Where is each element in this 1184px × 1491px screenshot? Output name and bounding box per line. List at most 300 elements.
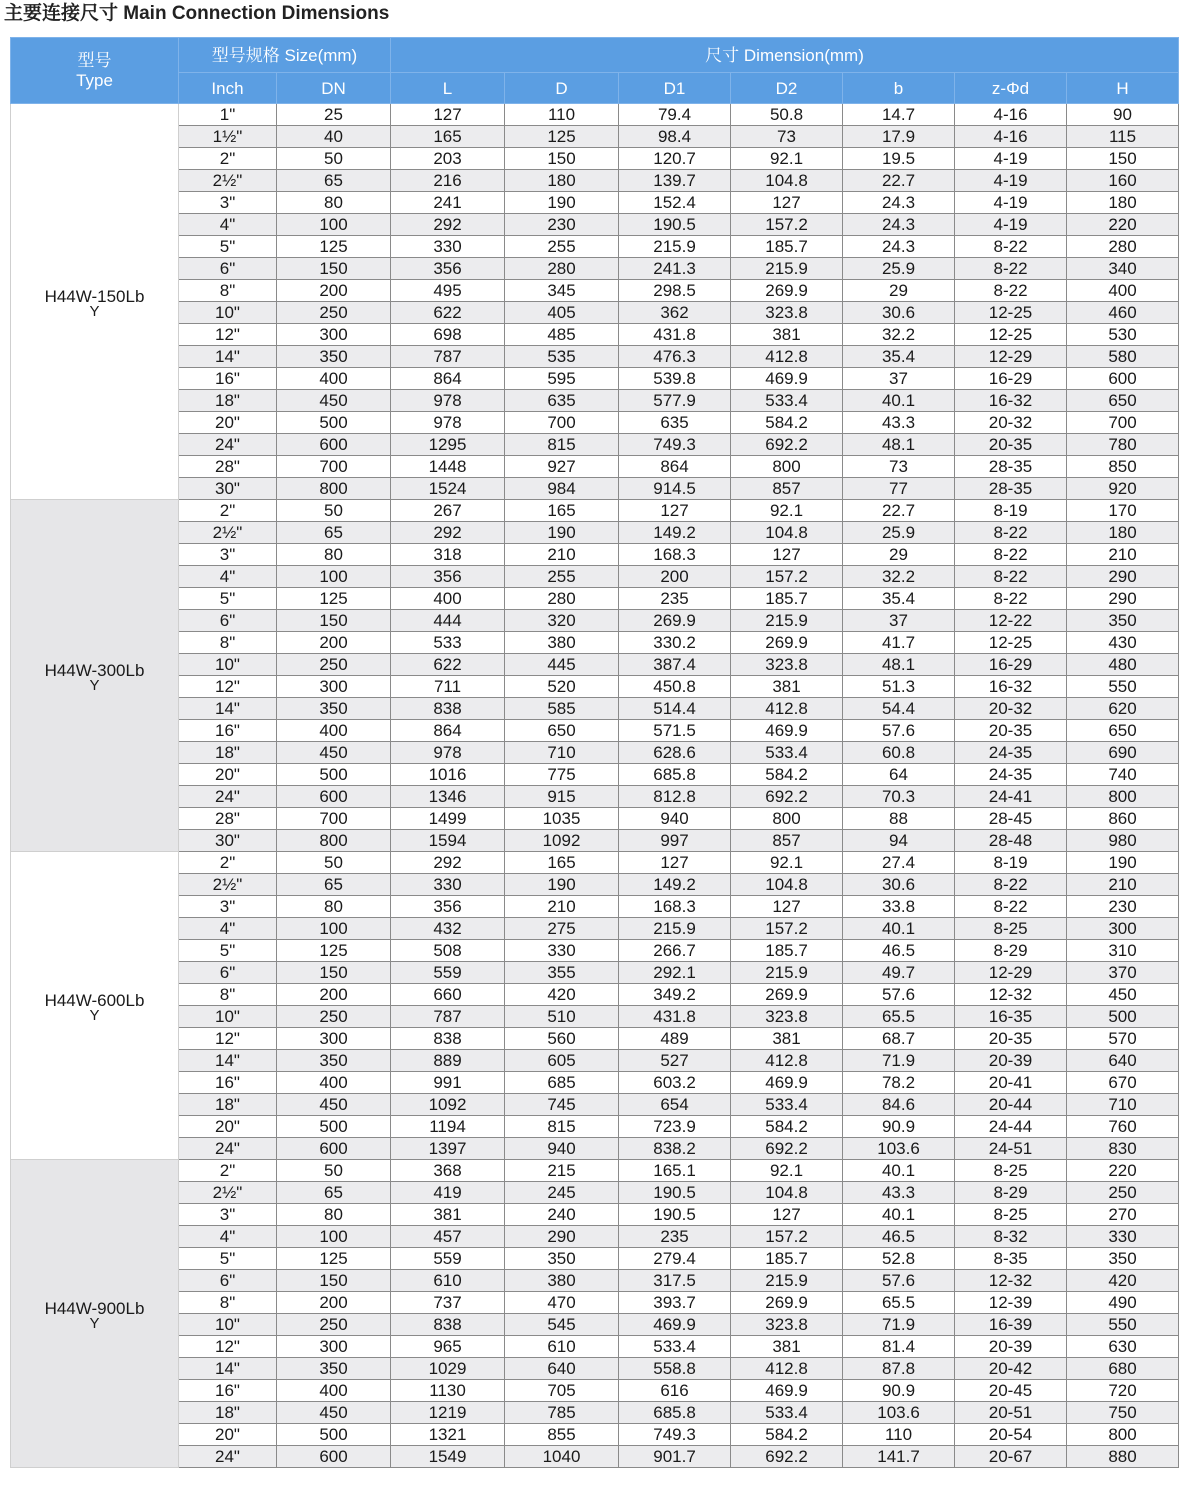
table-cell: 420 bbox=[1067, 1270, 1179, 1292]
type-header-cn: 型号 bbox=[77, 50, 112, 70]
table-cell: 450 bbox=[277, 1402, 391, 1424]
table-row bbox=[11, 786, 1179, 808]
table-row bbox=[11, 544, 1179, 566]
table-cell: 43.3 bbox=[843, 412, 955, 434]
table-cell: 1" bbox=[179, 104, 277, 126]
table-cell: 8" bbox=[179, 632, 277, 654]
table-cell: 584.2 bbox=[731, 412, 843, 434]
table-cell: 41.7 bbox=[843, 632, 955, 654]
table-cell: 90 bbox=[1067, 104, 1179, 126]
table-cell: 30.6 bbox=[843, 874, 955, 896]
table-cell: 469.9 bbox=[619, 1314, 731, 1336]
table-cell: 84.6 bbox=[843, 1094, 955, 1116]
table-cell: 200 bbox=[619, 566, 731, 588]
table-cell: 4-19 bbox=[955, 214, 1067, 236]
table-cell: 24" bbox=[179, 434, 277, 456]
table-cell: 12" bbox=[179, 676, 277, 698]
table-row bbox=[11, 698, 1179, 720]
table-row bbox=[11, 148, 1179, 170]
table-cell: 400 bbox=[391, 588, 505, 610]
table-group bbox=[11, 104, 1179, 500]
table-cell: 584.2 bbox=[731, 764, 843, 786]
table-cell: 1346 bbox=[391, 786, 505, 808]
table-cell: 165 bbox=[505, 852, 619, 874]
table-cell: 37 bbox=[843, 610, 955, 632]
table-cell: 94 bbox=[843, 830, 955, 852]
table-cell: 235 bbox=[619, 588, 731, 610]
table-row bbox=[11, 720, 1179, 742]
table-cell: 14.7 bbox=[843, 104, 955, 126]
table-cell: 470 bbox=[505, 1292, 619, 1314]
table-cell: 157.2 bbox=[731, 566, 843, 588]
table-cell: 4" bbox=[179, 566, 277, 588]
table-row bbox=[11, 346, 1179, 368]
table-cell: 4-19 bbox=[955, 148, 1067, 170]
table-cell: 12-39 bbox=[955, 1292, 1067, 1314]
table-cell: 203 bbox=[391, 148, 505, 170]
table-cell: 28-35 bbox=[955, 478, 1067, 500]
table-cell: 24.3 bbox=[843, 214, 955, 236]
table-cell: 20-39 bbox=[955, 1050, 1067, 1072]
table-cell: 290 bbox=[505, 1226, 619, 1248]
column-header-inch: Inch bbox=[179, 73, 277, 104]
dimensions-table bbox=[10, 37, 1179, 1468]
table-cell: 12-29 bbox=[955, 962, 1067, 984]
table-cell: 320 bbox=[505, 610, 619, 632]
table-cell: 165 bbox=[505, 500, 619, 522]
table-cell: 215.9 bbox=[731, 258, 843, 280]
table-cell: 620 bbox=[1067, 698, 1179, 720]
table-cell: 24-35 bbox=[955, 764, 1067, 786]
table-cell: 533.4 bbox=[731, 390, 843, 412]
table-cell: 152.4 bbox=[619, 192, 731, 214]
table-header bbox=[11, 38, 1179, 104]
table-row bbox=[11, 500, 1179, 522]
table-cell: 500 bbox=[277, 764, 391, 786]
table-row bbox=[11, 214, 1179, 236]
table-cell: 80 bbox=[277, 1204, 391, 1226]
table-cell: 200 bbox=[277, 984, 391, 1006]
table-cell: 290 bbox=[1067, 588, 1179, 610]
column-header-d1: D1 bbox=[619, 73, 731, 104]
table-cell: 533 bbox=[391, 632, 505, 654]
table-cell: 141.7 bbox=[843, 1446, 955, 1468]
table-cell: 680 bbox=[1067, 1358, 1179, 1380]
type-column-header bbox=[11, 38, 179, 104]
table-cell: 1524 bbox=[391, 478, 505, 500]
table-cell: 317.5 bbox=[619, 1270, 731, 1292]
dimension-group-header: 尺寸 Dimension(mm) bbox=[391, 38, 1179, 73]
table-cell: 570 bbox=[1067, 1028, 1179, 1050]
table-cell: 700 bbox=[277, 808, 391, 830]
table-cell: 98.4 bbox=[619, 126, 731, 148]
size-group-header: 型号规格 Size(mm) bbox=[179, 38, 391, 73]
table-cell: 165.1 bbox=[619, 1160, 731, 1182]
table-cell: 550 bbox=[1067, 676, 1179, 698]
table-cell: 104.8 bbox=[731, 170, 843, 192]
table-cell: 2½" bbox=[179, 522, 277, 544]
type-label: H44W-150Lb bbox=[44, 286, 145, 306]
table-cell: 103.6 bbox=[843, 1402, 955, 1424]
table-cell: 800 bbox=[277, 478, 391, 500]
table-cell: 539.8 bbox=[619, 368, 731, 390]
table-cell: 444 bbox=[391, 610, 505, 632]
table-cell: 650 bbox=[505, 720, 619, 742]
table-cell: 1321 bbox=[391, 1424, 505, 1446]
table-cell: 622 bbox=[391, 302, 505, 324]
table-cell: 18" bbox=[179, 742, 277, 764]
table-cell: 400 bbox=[277, 720, 391, 742]
table-cell: 400 bbox=[1067, 280, 1179, 302]
table-cell: 65 bbox=[277, 874, 391, 896]
table-cell: 16-29 bbox=[955, 368, 1067, 390]
table-cell: 20-44 bbox=[955, 1094, 1067, 1116]
table-cell: 245 bbox=[505, 1182, 619, 1204]
table-cell: 815 bbox=[505, 434, 619, 456]
table-cell: 180 bbox=[1067, 522, 1179, 544]
table-cell: 20-42 bbox=[955, 1358, 1067, 1380]
table-cell: 749.3 bbox=[619, 1424, 731, 1446]
table-group bbox=[11, 852, 1179, 1160]
table-cell: 800 bbox=[731, 456, 843, 478]
table-cell: 864 bbox=[391, 368, 505, 390]
table-cell: 8-22 bbox=[955, 874, 1067, 896]
table-cell: 10" bbox=[179, 654, 277, 676]
table-cell: 690 bbox=[1067, 742, 1179, 764]
table-cell: 100 bbox=[277, 1226, 391, 1248]
table-cell: 330 bbox=[391, 874, 505, 896]
table-cell: 800 bbox=[731, 808, 843, 830]
table-cell: 25.9 bbox=[843, 522, 955, 544]
table-row bbox=[11, 478, 1179, 500]
table-cell: 10" bbox=[179, 302, 277, 324]
table-cell: 323.8 bbox=[731, 302, 843, 324]
table-cell: 250 bbox=[277, 302, 391, 324]
table-group bbox=[11, 500, 1179, 852]
table-cell: 80 bbox=[277, 544, 391, 566]
table-cell: 27.4 bbox=[843, 852, 955, 874]
table-row bbox=[11, 258, 1179, 280]
table-cell: 30" bbox=[179, 478, 277, 500]
table-cell: 965 bbox=[391, 1336, 505, 1358]
type-header-en: Type bbox=[76, 70, 113, 90]
table-cell: 940 bbox=[619, 808, 731, 830]
table-cell: 495 bbox=[391, 280, 505, 302]
table-cell: 4-19 bbox=[955, 192, 1067, 214]
table-cell: 356 bbox=[391, 258, 505, 280]
table-cell: 28-45 bbox=[955, 808, 1067, 830]
table-cell: 16" bbox=[179, 1380, 277, 1402]
table-cell: 430 bbox=[1067, 632, 1179, 654]
table-cell: 749.3 bbox=[619, 434, 731, 456]
table-cell: 20" bbox=[179, 412, 277, 434]
table-cell: 405 bbox=[505, 302, 619, 324]
table-row bbox=[11, 280, 1179, 302]
table-row bbox=[11, 632, 1179, 654]
table-cell: 220 bbox=[1067, 214, 1179, 236]
table-cell: 57.6 bbox=[843, 984, 955, 1006]
table-cell: 35.4 bbox=[843, 588, 955, 610]
table-cell: 330 bbox=[1067, 1226, 1179, 1248]
table-cell: 215 bbox=[505, 1160, 619, 1182]
table-cell: 1594 bbox=[391, 830, 505, 852]
table-cell: 380 bbox=[505, 632, 619, 654]
table-row bbox=[11, 434, 1179, 456]
table-cell: 12-25 bbox=[955, 302, 1067, 324]
table-cell: 431.8 bbox=[619, 1006, 731, 1028]
table-cell: 323.8 bbox=[731, 1314, 843, 1336]
table-cell: 838 bbox=[391, 1028, 505, 1050]
table-cell: 12-32 bbox=[955, 984, 1067, 1006]
table-cell: 362 bbox=[619, 302, 731, 324]
table-cell: 5" bbox=[179, 940, 277, 962]
table-cell: 737 bbox=[391, 1292, 505, 1314]
table-cell: 2½" bbox=[179, 1182, 277, 1204]
table-cell: 710 bbox=[1067, 1094, 1179, 1116]
table-cell: 780 bbox=[1067, 434, 1179, 456]
table-cell: 12-25 bbox=[955, 324, 1067, 346]
table-cell: 8" bbox=[179, 984, 277, 1006]
table-cell: 914.5 bbox=[619, 478, 731, 500]
table-cell: 559 bbox=[391, 962, 505, 984]
table-row bbox=[11, 610, 1179, 632]
table-cell: 300 bbox=[277, 324, 391, 346]
table-row bbox=[11, 1248, 1179, 1270]
table-cell: 6" bbox=[179, 962, 277, 984]
table-row bbox=[11, 1402, 1179, 1424]
table-cell: 610 bbox=[505, 1336, 619, 1358]
type-sub-label: Y bbox=[89, 1006, 100, 1024]
table-cell: 857 bbox=[731, 830, 843, 852]
table-row bbox=[11, 1424, 1179, 1446]
table-cell: 115 bbox=[1067, 126, 1179, 148]
table-cell: 800 bbox=[1067, 1424, 1179, 1446]
type-label: H44W-600Lb bbox=[44, 990, 145, 1010]
table-cell: 745 bbox=[505, 1094, 619, 1116]
table-cell: 8-22 bbox=[955, 544, 1067, 566]
table-cell: 2" bbox=[179, 148, 277, 170]
table-group bbox=[11, 1160, 1179, 1468]
table-cell: 12" bbox=[179, 324, 277, 346]
table-cell: 241 bbox=[391, 192, 505, 214]
table-row bbox=[11, 1072, 1179, 1094]
table-cell: 20" bbox=[179, 1116, 277, 1138]
table-cell: 250 bbox=[277, 1006, 391, 1028]
table-cell: 20-35 bbox=[955, 434, 1067, 456]
table-cell: 710 bbox=[505, 742, 619, 764]
table-cell: 3" bbox=[179, 544, 277, 566]
table-cell: 920 bbox=[1067, 478, 1179, 500]
table-cell: 20" bbox=[179, 1424, 277, 1446]
table-cell: 2" bbox=[179, 852, 277, 874]
table-cell: 29 bbox=[843, 280, 955, 302]
table-cell: 508 bbox=[391, 940, 505, 962]
table-cell: 267 bbox=[391, 500, 505, 522]
table-cell: 387.4 bbox=[619, 654, 731, 676]
type-sub-label: Y bbox=[89, 676, 100, 694]
table-cell: 600 bbox=[277, 1446, 391, 1468]
table-row bbox=[11, 1336, 1179, 1358]
table-cell: 71.9 bbox=[843, 1314, 955, 1336]
table-cell: 12" bbox=[179, 1336, 277, 1358]
table-cell: 8-22 bbox=[955, 588, 1067, 610]
table-cell: 20-51 bbox=[955, 1402, 1067, 1424]
table-cell: 469.9 bbox=[731, 1072, 843, 1094]
table-cell: 356 bbox=[391, 566, 505, 588]
table-cell: 8" bbox=[179, 1292, 277, 1314]
table-cell: 368 bbox=[391, 1160, 505, 1182]
table-cell: 800 bbox=[1067, 786, 1179, 808]
table-cell: 250 bbox=[277, 654, 391, 676]
table-cell: 978 bbox=[391, 412, 505, 434]
table-cell: 700 bbox=[1067, 412, 1179, 434]
table-cell: 20-35 bbox=[955, 1028, 1067, 1050]
table-cell: 978 bbox=[391, 390, 505, 412]
table-cell: 215.9 bbox=[619, 236, 731, 258]
table-cell: 469.9 bbox=[731, 720, 843, 742]
table-row bbox=[11, 1358, 1179, 1380]
table-cell: 692.2 bbox=[731, 786, 843, 808]
table-cell: 750 bbox=[1067, 1402, 1179, 1424]
table-cell: 8-25 bbox=[955, 1160, 1067, 1182]
table-row bbox=[11, 522, 1179, 544]
table-cell: 600 bbox=[1067, 368, 1179, 390]
table-cell: 381 bbox=[391, 1204, 505, 1226]
table-cell: 20-54 bbox=[955, 1424, 1067, 1446]
table-cell: 18" bbox=[179, 1094, 277, 1116]
table-cell: 469.9 bbox=[731, 1380, 843, 1402]
table-cell: 241.3 bbox=[619, 258, 731, 280]
table-row bbox=[11, 390, 1179, 412]
table-cell: 250 bbox=[277, 1314, 391, 1336]
table-cell: 431.8 bbox=[619, 324, 731, 346]
table-cell: 1016 bbox=[391, 764, 505, 786]
table-row bbox=[11, 1160, 1179, 1182]
table-cell: 432 bbox=[391, 918, 505, 940]
table-cell: 571.5 bbox=[619, 720, 731, 742]
table-cell: 110 bbox=[843, 1424, 955, 1446]
table-cell: 168.3 bbox=[619, 896, 731, 918]
table-cell: 220 bbox=[1067, 1160, 1179, 1182]
table-cell: 838.2 bbox=[619, 1138, 731, 1160]
table-cell: 50.8 bbox=[731, 104, 843, 126]
table-cell: 68.7 bbox=[843, 1028, 955, 1050]
table-cell: 210 bbox=[1067, 874, 1179, 896]
table-cell: 533.4 bbox=[619, 1336, 731, 1358]
table-cell: 815 bbox=[505, 1116, 619, 1138]
table-cell: 150 bbox=[1067, 148, 1179, 170]
table-cell: 127 bbox=[731, 192, 843, 214]
table-cell: 190 bbox=[505, 522, 619, 544]
table-cell: 292.1 bbox=[619, 962, 731, 984]
table-cell: 350 bbox=[277, 346, 391, 368]
table-row bbox=[11, 896, 1179, 918]
table-cell: 185.7 bbox=[731, 1248, 843, 1270]
type-label: H44W-300Lb bbox=[44, 660, 145, 680]
table-cell: 33.8 bbox=[843, 896, 955, 918]
table-cell: 280 bbox=[505, 588, 619, 610]
table-cell: 25.9 bbox=[843, 258, 955, 280]
table-cell: 1194 bbox=[391, 1116, 505, 1138]
table-cell: 1448 bbox=[391, 456, 505, 478]
table-cell: 180 bbox=[1067, 192, 1179, 214]
table-cell: 19.5 bbox=[843, 148, 955, 170]
table-cell: 46.5 bbox=[843, 1226, 955, 1248]
table-cell: 190.5 bbox=[619, 214, 731, 236]
table-cell: 4" bbox=[179, 214, 277, 236]
table-cell: 210 bbox=[505, 896, 619, 918]
table-cell: 20" bbox=[179, 764, 277, 786]
table-cell: 420 bbox=[505, 984, 619, 1006]
table-cell: 139.7 bbox=[619, 170, 731, 192]
table-cell: 269.9 bbox=[731, 1292, 843, 1314]
table-cell: 610 bbox=[391, 1270, 505, 1292]
table-cell: 168.3 bbox=[619, 544, 731, 566]
table-cell: 37 bbox=[843, 368, 955, 390]
table-cell: 81.4 bbox=[843, 1336, 955, 1358]
table-cell: 200 bbox=[277, 280, 391, 302]
table-cell: 190 bbox=[505, 874, 619, 896]
table-cell: 16" bbox=[179, 368, 277, 390]
table-cell: 600 bbox=[277, 434, 391, 456]
table-cell: 150 bbox=[505, 148, 619, 170]
table-cell: 318 bbox=[391, 544, 505, 566]
table-cell: 20-39 bbox=[955, 1336, 1067, 1358]
page-title: 主要连接尺寸 Main Connection Dimensions bbox=[4, 3, 390, 24]
table-cell: 1029 bbox=[391, 1358, 505, 1380]
table-cell: 1549 bbox=[391, 1446, 505, 1468]
table-cell: 670 bbox=[1067, 1072, 1179, 1094]
table-cell: 685 bbox=[505, 1072, 619, 1094]
table-cell: 279.4 bbox=[619, 1248, 731, 1270]
table-cell: 104.8 bbox=[731, 1182, 843, 1204]
table-row bbox=[11, 1028, 1179, 1050]
table-cell: 775 bbox=[505, 764, 619, 786]
table-cell: 269.9 bbox=[731, 632, 843, 654]
table-cell: 381 bbox=[731, 676, 843, 698]
table-cell: 149.2 bbox=[619, 874, 731, 896]
table-cell: 323.8 bbox=[731, 654, 843, 676]
table-cell: 215.9 bbox=[731, 1270, 843, 1292]
table-cell: 65 bbox=[277, 1182, 391, 1204]
table-cell: 24" bbox=[179, 1446, 277, 1468]
table-cell: 698 bbox=[391, 324, 505, 346]
table-cell: 685.8 bbox=[619, 1402, 731, 1424]
type-cell bbox=[11, 104, 179, 500]
table-cell: 30.6 bbox=[843, 302, 955, 324]
table-cell: 5" bbox=[179, 236, 277, 258]
table-cell: 16-32 bbox=[955, 390, 1067, 412]
table-cell: 640 bbox=[505, 1358, 619, 1380]
table-cell: 3" bbox=[179, 1204, 277, 1226]
table-cell: 510 bbox=[505, 1006, 619, 1028]
table-cell: 149.2 bbox=[619, 522, 731, 544]
table-cell: 90.9 bbox=[843, 1116, 955, 1138]
table-cell: 350 bbox=[277, 1358, 391, 1380]
table-cell: 70.3 bbox=[843, 786, 955, 808]
table-cell: 600 bbox=[277, 786, 391, 808]
table-cell: 300 bbox=[277, 676, 391, 698]
table-cell: 92.1 bbox=[731, 148, 843, 170]
table-cell: 6" bbox=[179, 610, 277, 632]
table-cell: 87.8 bbox=[843, 1358, 955, 1380]
table-cell: 855 bbox=[505, 1424, 619, 1446]
table-cell: 2" bbox=[179, 500, 277, 522]
table-cell: 280 bbox=[505, 258, 619, 280]
table-cell: 8-32 bbox=[955, 1226, 1067, 1248]
table-cell: 190.5 bbox=[619, 1204, 731, 1226]
table-cell: 14" bbox=[179, 1358, 277, 1380]
